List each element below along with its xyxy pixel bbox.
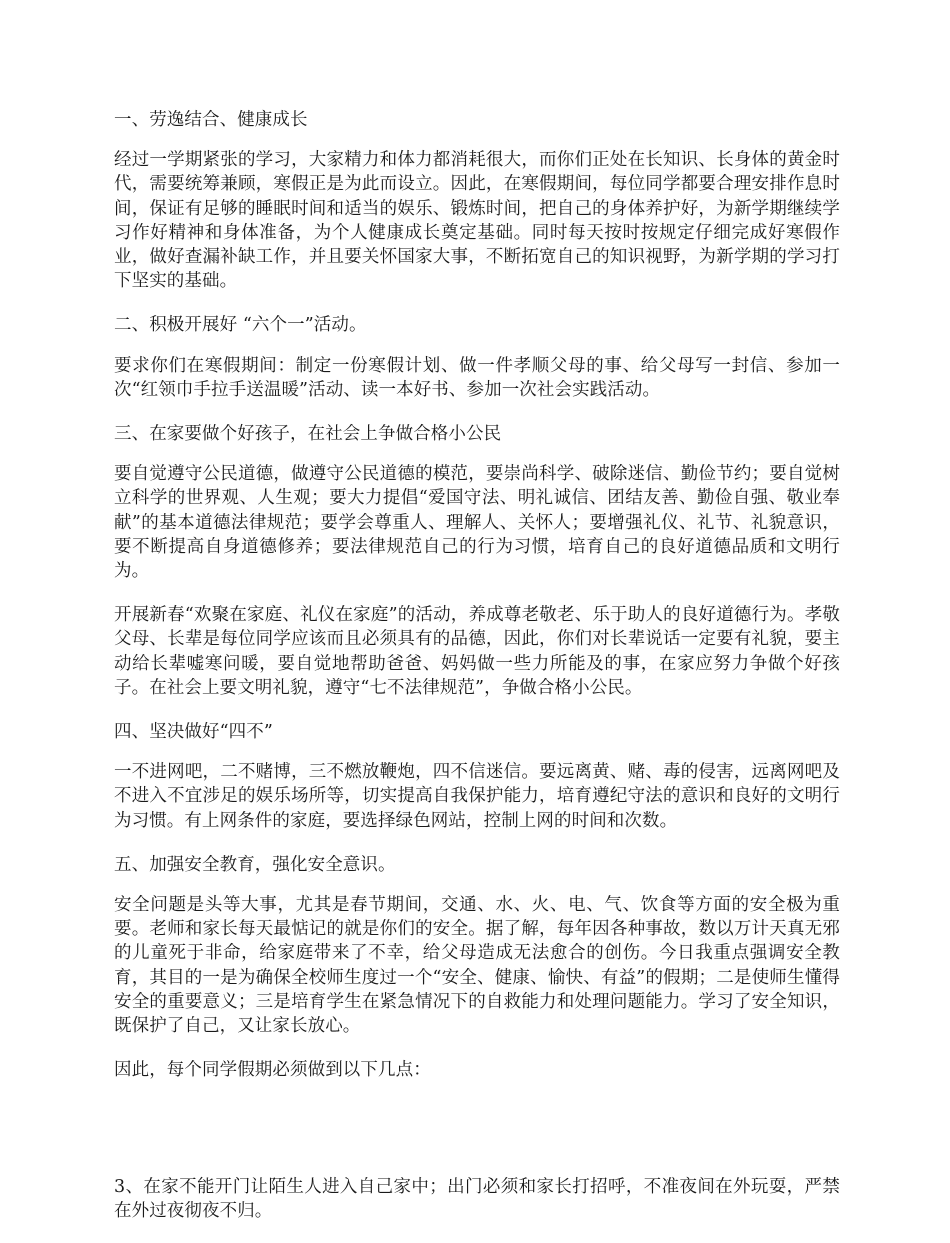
paragraph-four-nos: 一不进网吧，二不赌博，三不燃放鞭炮，四不信迷信。要远离黄、赌、毒的侵害，远离网吧及不进入不宜涉足的娱乐场所等，切实提高自我保护能力，培育遵纪守法的意识和良好的文明行为习惯。有上网条件的家庭，要选择绿色网站，控制上网的时间和次数。 [114, 762, 840, 831]
paragraph-civic-morality: 要自觉遵守公民道德，做遵守公民道德的模范，要崇尚科学、破除迷信、勤俭节约；要自觉树立科学的世界观、人生观；要大力提倡“爱国守法、明礼诚信、团结友善、勤俭自强、敬业奉献”的基本道德法律规范；要学会尊重人、理解人、关怀人；要增强礼仪、礼节、礼貌意识，要不断提高自身道德修养；要法律规范自己的行为习惯，培育自己的良好道德品质和文明行为。 [114, 464, 840, 582]
section-heading-5: 五、加强安全教育，强化安全意识。 [114, 854, 396, 875]
paragraph-rest-and-health: 经过一学期紧张的学习，大家精力和体力都消耗很大，而你们正处在长知识、长身体的黄金时代，需要统筹兼顾，寒假正是为此而设立。因此，在寒假期间，每位同学都要合理安排作息时间，保证有足够的睡眠时间和适当的娱乐、锻炼时间，把自己的身体养护好，为新学期继续学习作好精神和身体准备，为个人健康成长奠定基础。同时每天按时按规定仔细完成好寒假作业，做好查漏补缺工作，并且要关怀国家大事，不断拓宽自己的知识视野，为新学期的学习打下坚实的基础。 [114, 150, 840, 292]
list-item-3: 3、在家不能开门让陌生人进入自己家中；出门必须和家长打招呼，不准夜间在外玩耍，严禁在外过夜彻夜不归。 [114, 1176, 840, 1221]
section-heading-3: 三、在家要做个好孩子，在社会上争做合格小公民 [114, 424, 502, 445]
section-heading-2: 二、积极开展好 “六个一”活动。 [114, 315, 367, 336]
section-heading-4: 四、坚决做好“四不” [114, 722, 273, 743]
paragraph-safety-education: 安全问题是头等大事，尤其是春节期间，交通、水、火、电、气、饮食等方面的安全极为重要。老师和家长每天最惦记的就是你们的安全。据了解，每年因各种事故，数以万计天真无邪的儿童死于非命，给家庭带来了不幸，给父母造成无法愈合的创伤。今日我重点强调安全教育，其目的一是为确保全校师生度过一个“安全、健康、愉快、有益”的假期；二是使师生懂得安全的重要意义；三是培育学生在紧急情况下的自救能力和处理问题能力。学习了安全知识，既保护了自己，又让家长放心。 [114, 895, 840, 1037]
paragraph-family-etiquette: 开展新春“欢聚在家庭、礼仪在家庭”的活动，养成尊老敬老、乐于助人的良好道德行为。孝敬父母、长辈是每位同学应该而且必须具有的品德，因此，你们对长辈说话一定要有礼貌，要主动给长辈嘘寒问暖，要自觉地帮助爸爸、妈妈做一些力所能及的事，在家应努力争做个好孩子。在社会上要文明礼貌，遵守“七不法律规范”，争做合格小公民。 [114, 605, 840, 698]
paragraph-six-ones: 要求你们在寒假期间：制定一份寒假计划、做一件孝顺父母的事、给父母写一封信、参加一次“红领巾手拉手送温暖”活动、读一本好书、参加一次社会实践活动。 [114, 355, 840, 400]
paragraph-following-points: 因此，每个同学假期必须做到以下几点： [114, 1060, 431, 1081]
section-heading-1: 一、劳逸结合、健康成长 [114, 110, 308, 130]
document-body [114, 108, 840, 1243]
